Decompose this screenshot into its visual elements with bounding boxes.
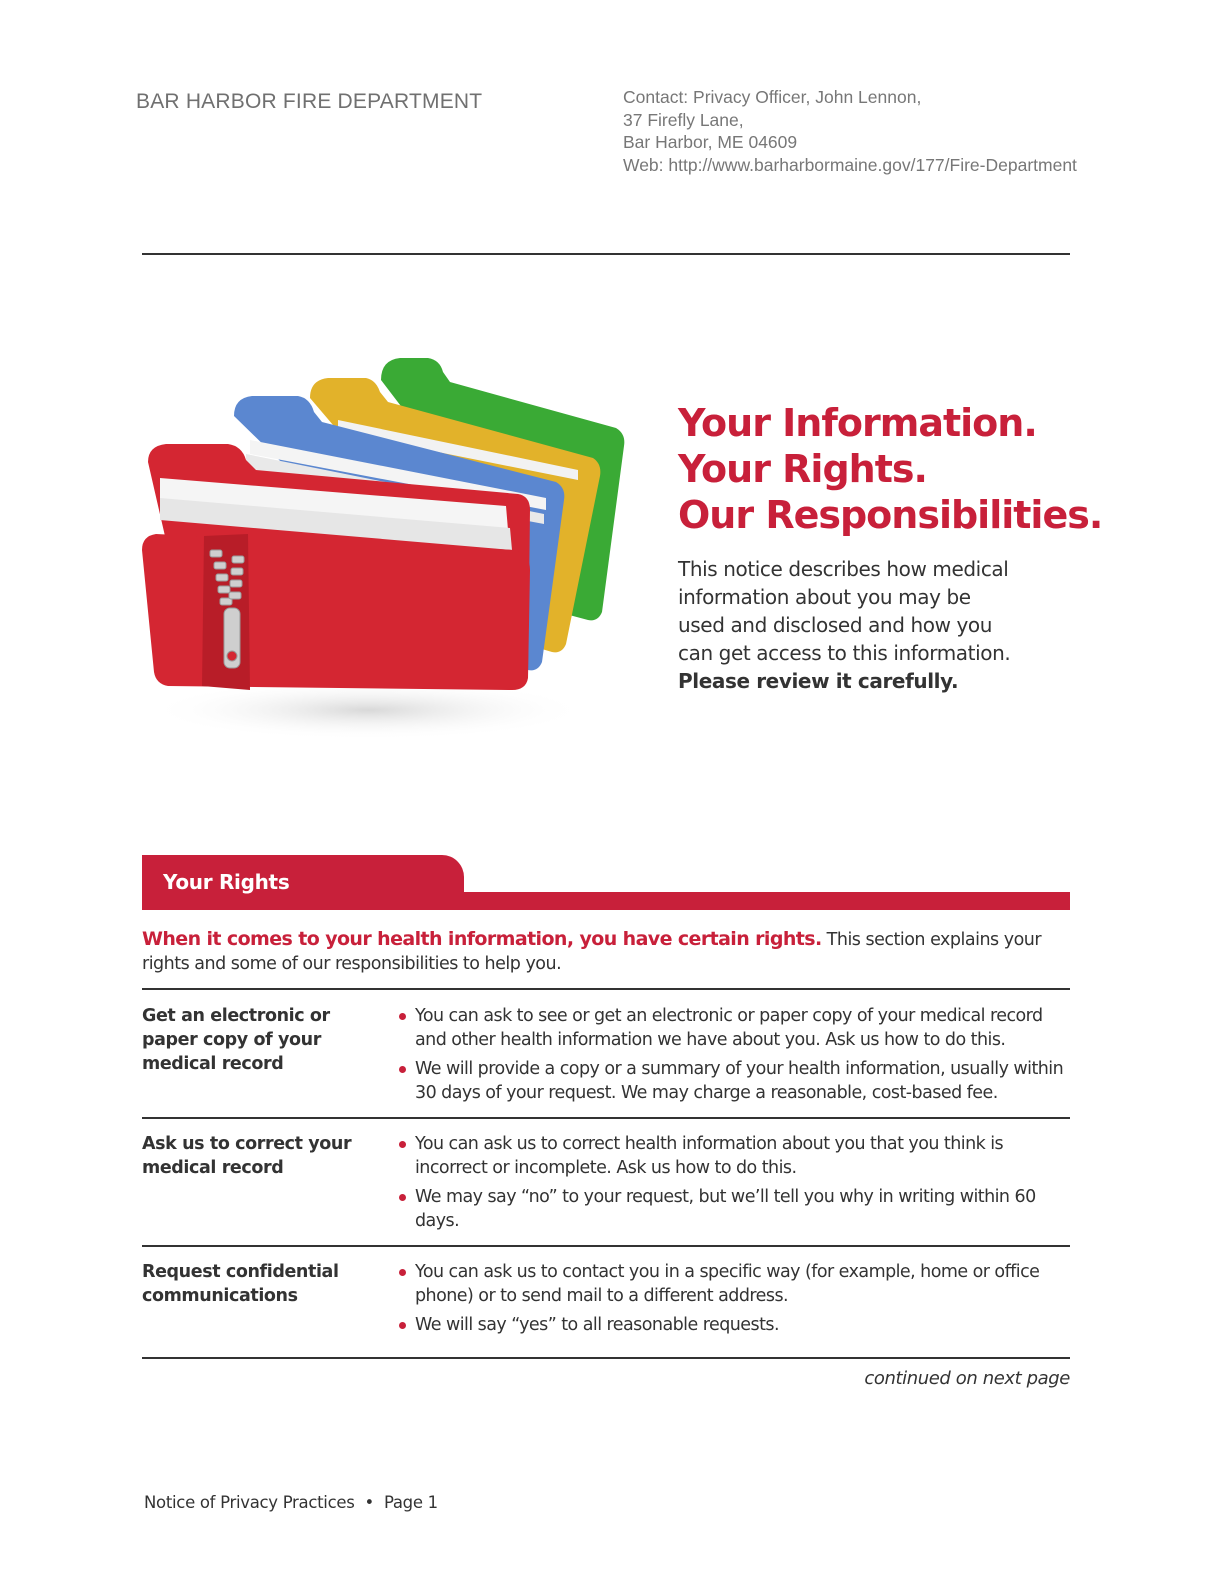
- section-intro: [142, 927, 1072, 976]
- row-bullets: [398, 1004, 1078, 1110]
- bullet-text: You can ask to see or get an electronic or paper copy of your medical record and other health information we have about you. Ask us how to do this.: [415, 1006, 1043, 1050]
- hero-title-line: Our Responsibilities.: [678, 493, 1103, 537]
- row-divider: [142, 1357, 1070, 1359]
- list-item: [398, 1313, 1078, 1337]
- page-footer: [144, 1493, 438, 1512]
- list-item: [398, 1004, 1078, 1052]
- contact-line: Bar Harbor, ME 04609: [623, 132, 798, 153]
- bullet-text: We may say “no” to your request, but we’ll tell you why in writing within 60 days.: [415, 1187, 1036, 1231]
- hero-title: [678, 400, 1102, 538]
- hero-title-line: Your Information.: [678, 401, 1037, 445]
- list-item: [398, 1057, 1078, 1105]
- contact-line: Contact: Privacy Officer, John Lennon,: [623, 87, 922, 107]
- row-title: Get an electronic or paper copy of your medical record: [142, 1006, 330, 1074]
- bullet-icon: [399, 1269, 406, 1276]
- bullet-icon: [399, 1322, 406, 1329]
- contact-line: 37 Firefly Lane,: [623, 109, 744, 130]
- bullet-icon: [399, 1141, 406, 1148]
- row-divider: [142, 988, 1070, 990]
- hero-emphasis: Please review it carefully.: [678, 669, 959, 693]
- bullet-icon: [399, 1066, 406, 1073]
- section-title: Your Rights: [163, 870, 290, 894]
- bullet-icon: [399, 1013, 406, 1020]
- hero-title-line: Your Rights.: [678, 447, 927, 491]
- list-item: [398, 1185, 1055, 1233]
- bullet-icon: [399, 1194, 406, 1201]
- footer-document-name: Notice of Privacy Practices: [144, 1493, 355, 1512]
- section-band: [142, 892, 1070, 910]
- row-bullets: [398, 1132, 1078, 1238]
- row-title: Ask us to correct your medical record: [142, 1134, 352, 1178]
- continued-note: continued on next page: [864, 1368, 1070, 1389]
- bullet-text: You can ask us to contact you in a specific way (for example, home or office phone) or to send mail to a different address.: [415, 1262, 1040, 1306]
- folders-illustration: [138, 350, 638, 750]
- row-divider: [142, 1245, 1070, 1247]
- bullet-text: We will provide a copy or a summary of your health information, usually within 30 days of your request. We may charge a reasonable, cost-based fee.: [415, 1059, 1064, 1103]
- row-bullets: [398, 1260, 1078, 1342]
- list-item: [398, 1132, 1078, 1180]
- header-divider: [142, 253, 1070, 255]
- contact-block: [623, 86, 1077, 177]
- organization-name: BAR HARBOR FIRE DEPARTMENT: [136, 90, 483, 113]
- bullet-text: You can ask us to correct health information about you that you think is incorrect or incomplete. Ask us how to do this.: [415, 1134, 1004, 1178]
- footer-page-number: Page 1: [383, 1493, 438, 1512]
- row-title: Request confidential communications: [142, 1262, 339, 1306]
- list-item: [398, 1260, 1078, 1308]
- hero-description: [678, 555, 1078, 695]
- intro-text: This section explains your rights and some of our responsibilities to help you.: [142, 930, 1042, 974]
- hero-description-text: This notice describes how medical information about you may be used and disclosed and how you can get access to this information.: [678, 557, 1011, 665]
- contact-web-link[interactable]: Web: http://www.barharbormaine.gov/177/Fire-Department: [623, 155, 1077, 176]
- intro-lead: When it comes to your health information, you have certain rights.: [142, 928, 822, 950]
- bullet-text: We will say “yes” to all reasonable requests.: [415, 1315, 779, 1335]
- footer-separator: •: [364, 1493, 374, 1512]
- row-divider: [142, 1117, 1070, 1119]
